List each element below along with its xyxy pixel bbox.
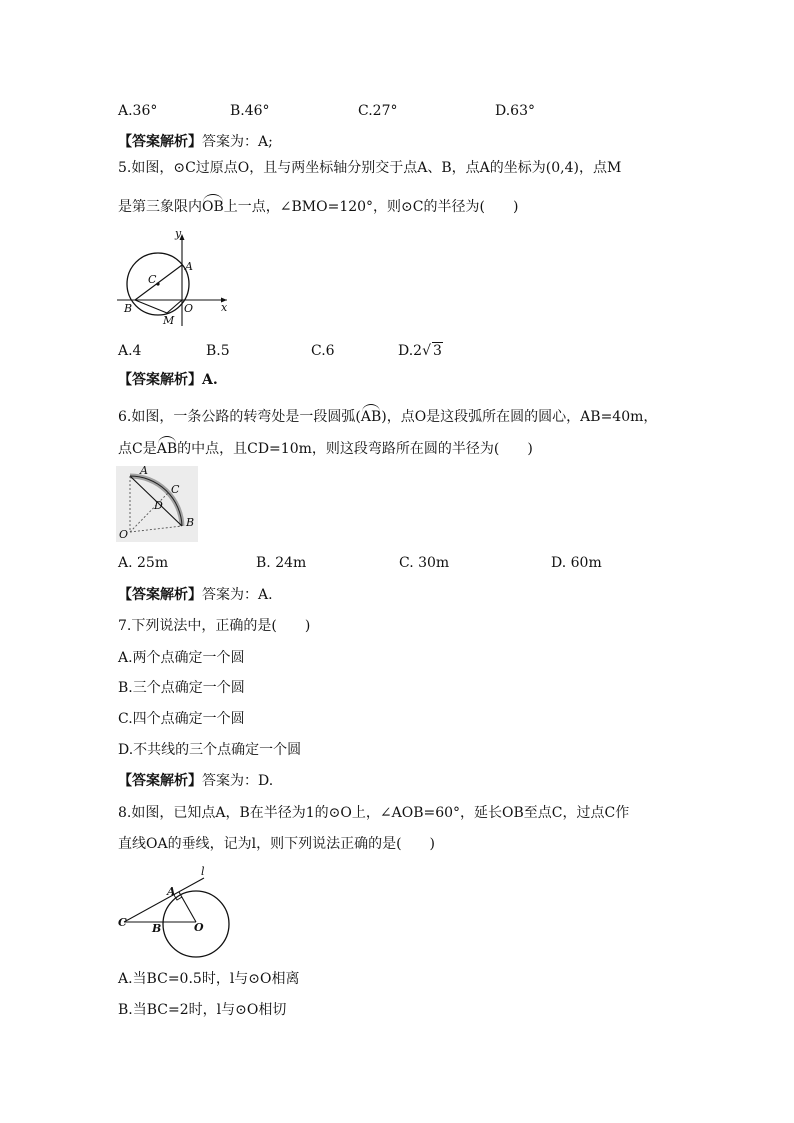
q5-stem-text-2: 上一点，∠BMO=120°，则⊙C的半径为( ): [223, 199, 519, 215]
q6-stem-text-2: )，点O是这段弧所在圆的圆心，AB=40m，: [381, 409, 658, 425]
arc-ab-2: AB: [156, 441, 178, 457]
q7-stem: 7.下列说法中，正确的是( ): [118, 618, 311, 634]
q6-option-c: C. 30m: [399, 555, 450, 571]
q6-stem-text: 6.如图，一条公路的转弯处是一段圆弧(: [118, 409, 361, 425]
q6-answer: [118, 585, 273, 605]
label-c: C: [171, 483, 180, 496]
answer-text: 答案为：A;: [202, 134, 273, 150]
q4-option-b: B.46°: [230, 103, 270, 119]
q8-option-a: A.当BC=0.5时，l与⊙O相离: [118, 971, 300, 987]
arc-ob: OB: [202, 199, 224, 215]
q5-figure: [115, 228, 240, 328]
q8-stem-line1: 8.如图，已知点A，B在半径为1的⊙O上，∠AOB=60°，延长OB至点C，过点C作: [118, 805, 630, 821]
answer-label: 【答案解析】: [118, 773, 202, 789]
q4-answer: [118, 132, 273, 152]
label-c: C: [118, 916, 127, 929]
q5-option-a: A.4: [118, 343, 142, 359]
q7-option-d: D.不共线的三个点确定一个圆: [118, 742, 302, 758]
answer-label: 【答案解析】: [118, 587, 202, 603]
arc-ab: AB: [360, 409, 382, 425]
label-b: B: [186, 516, 195, 529]
segment-oa: [179, 892, 196, 922]
q4-option-a: A.36°: [118, 103, 158, 119]
label-x: x: [221, 301, 228, 314]
label-y: y: [175, 227, 182, 240]
q5-option-c: C.6: [311, 343, 335, 359]
option-d-prefix: D.2: [398, 343, 423, 359]
q4-option-d: D.63°: [495, 103, 535, 119]
q7-option-a: A.两个点确定一个圆: [118, 650, 245, 666]
q6-option-b: B. 24m: [256, 555, 307, 571]
q7-option-c: C.四个点确定一个圆: [118, 711, 245, 727]
label-a: A: [140, 464, 148, 477]
answer-text: A.: [202, 372, 218, 388]
q6-option-d: D. 60m: [551, 555, 602, 571]
q5-stem-line2: [118, 197, 518, 217]
q8-stem-line2: 直线OA的垂线，记为l，则下列说法正确的是( ): [118, 836, 435, 852]
answer-label: 【答案解析】: [118, 134, 202, 150]
q6-stem-text-3: 点C是: [118, 441, 157, 457]
q6-stem-text-4: 的中点，且CD=10m，则这段弯路所在圆的半径为( ): [177, 441, 533, 457]
label-o: O: [194, 921, 204, 934]
q5-stem-text: 是第三象限内: [118, 199, 202, 215]
q7-option-b: B.三个点确定一个圆: [118, 680, 245, 696]
label-o: O: [184, 302, 194, 315]
q5-stem-line1: 5.如图，⊙C过原点O，且与两坐标轴分别交于点A、B，点A的坐标为(0,4)，点M: [118, 160, 622, 176]
label-d: D: [154, 499, 163, 512]
q4-option-c: C.27°: [358, 103, 398, 119]
q5-option-d: [398, 341, 443, 361]
label-m: M: [163, 314, 175, 327]
radicand: 3: [433, 343, 442, 359]
label-o: O: [119, 528, 129, 541]
q5-answer: [118, 370, 218, 390]
label-c: C: [148, 273, 157, 286]
answer-label: 【答案解析】: [118, 372, 202, 388]
label-b: B: [152, 922, 162, 935]
q6-stem-line1: [118, 407, 657, 427]
q5-option-b: B.5: [206, 343, 230, 359]
center-c: [156, 282, 159, 285]
q8-option-b: B.当BC=2时，l与⊙O相切: [118, 1002, 287, 1018]
answer-text: 答案为：D.: [202, 773, 274, 789]
q8-figure: [116, 864, 234, 956]
q7-answer: [118, 771, 273, 791]
q6-option-a: A. 25m: [118, 555, 169, 571]
q6-stem-line2: [118, 439, 533, 459]
label-a: A: [185, 260, 193, 273]
sqrt-sign: √: [422, 343, 432, 359]
answer-text: 答案为：A.: [202, 587, 273, 603]
label-l: l: [201, 865, 205, 878]
q6-figure: [116, 466, 198, 542]
label-b: B: [124, 302, 133, 315]
label-a: A: [167, 885, 176, 898]
